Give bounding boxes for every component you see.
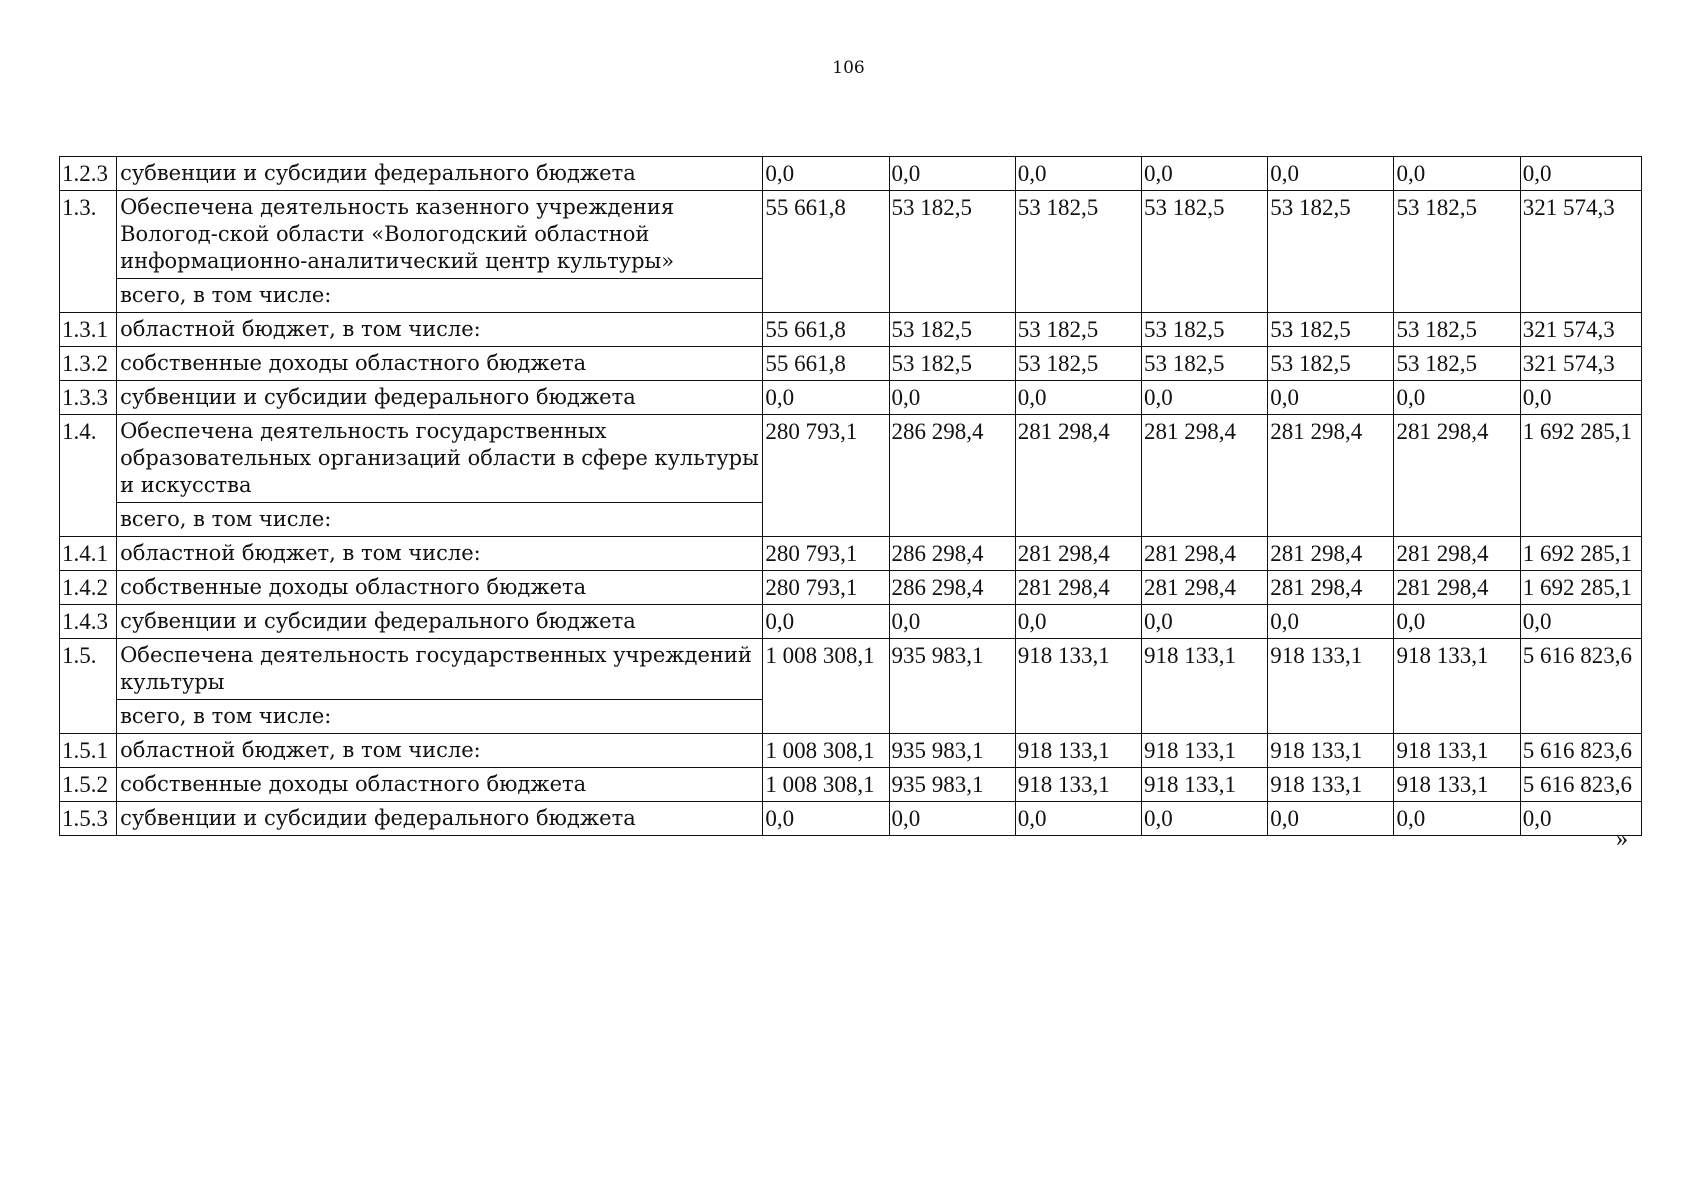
value-cell: 1 008 308,1 — [763, 768, 889, 802]
row-description: субвенции и субсидии федерального бюджета — [117, 802, 763, 836]
value-cell: 0,0 — [1015, 381, 1141, 415]
row-description: областной бюджет, в том числе: — [117, 734, 763, 768]
row-subtitle: всего, в том числе: — [117, 700, 763, 734]
value-cell: 0,0 — [1394, 381, 1520, 415]
row-description: Обеспечена деятельность казенного учреждения Вологод-ской области «Вологодский областной информационно-аналитический центр культуры» — [117, 191, 763, 279]
value-cell: 0,0 — [1394, 157, 1520, 191]
value-cell: 53 182,5 — [1015, 347, 1141, 381]
value-cell: 1 692 285,1 — [1520, 415, 1641, 537]
row-subtitle: всего, в том числе: — [117, 279, 763, 313]
table-row — [60, 639, 1642, 700]
value-cell: 281 298,4 — [1142, 571, 1268, 605]
value-cell: 0,0 — [1268, 381, 1394, 415]
value-cell: 0,0 — [1142, 802, 1268, 836]
value-cell: 918 133,1 — [1268, 639, 1394, 734]
value-cell: 281 298,4 — [1268, 537, 1394, 571]
value-cell: 321 574,3 — [1520, 347, 1641, 381]
value-cell: 918 133,1 — [1268, 768, 1394, 802]
value-cell: 0,0 — [1394, 605, 1520, 639]
value-cell: 0,0 — [1520, 802, 1641, 836]
closing-quote-mark: » — [1616, 826, 1628, 852]
row-code: 1.4.1 — [60, 537, 117, 571]
value-cell: 0,0 — [1142, 157, 1268, 191]
value-cell: 918 133,1 — [1394, 639, 1520, 734]
value-cell: 53 182,5 — [1015, 191, 1141, 313]
value-cell: 281 298,4 — [1142, 415, 1268, 537]
value-cell: 281 298,4 — [1015, 537, 1141, 571]
value-cell: 0,0 — [1520, 157, 1641, 191]
value-cell: 918 133,1 — [1015, 768, 1141, 802]
value-cell: 0,0 — [763, 605, 889, 639]
table-row — [60, 157, 1642, 191]
value-cell: 281 298,4 — [1394, 571, 1520, 605]
row-code: 1.5.1 — [60, 734, 117, 768]
value-cell: 53 182,5 — [1268, 191, 1394, 313]
table-row — [60, 734, 1642, 768]
table-row — [60, 571, 1642, 605]
value-cell: 1 008 308,1 — [763, 639, 889, 734]
row-code: 1.4.2 — [60, 571, 117, 605]
value-cell: 1 692 285,1 — [1520, 571, 1641, 605]
row-description: Обеспечена деятельность государственных образовательных организаций области в сфере культуры и искусства — [117, 415, 763, 503]
value-cell: 0,0 — [1268, 157, 1394, 191]
row-description: собственные доходы областного бюджета — [117, 347, 763, 381]
value-cell: 280 793,1 — [763, 537, 889, 571]
value-cell: 0,0 — [1015, 157, 1141, 191]
table-row — [60, 415, 1642, 503]
value-cell: 53 182,5 — [889, 191, 1015, 313]
row-code: 1.3. — [60, 191, 117, 313]
row-code: 1.3.3 — [60, 381, 117, 415]
value-cell: 0,0 — [1142, 605, 1268, 639]
value-cell: 55 661,8 — [763, 347, 889, 381]
value-cell: 0,0 — [1520, 605, 1641, 639]
value-cell: 935 983,1 — [889, 768, 1015, 802]
value-cell: 55 661,8 — [763, 191, 889, 313]
value-cell: 0,0 — [1394, 802, 1520, 836]
table-row — [60, 768, 1642, 802]
value-cell: 0,0 — [763, 157, 889, 191]
value-cell: 0,0 — [889, 381, 1015, 415]
row-description: собственные доходы областного бюджета — [117, 571, 763, 605]
row-description: собственные доходы областного бюджета — [117, 768, 763, 802]
value-cell: 53 182,5 — [1268, 347, 1394, 381]
value-cell: 53 182,5 — [1015, 313, 1141, 347]
row-description: субвенции и субсидии федерального бюджета — [117, 381, 763, 415]
value-cell: 0,0 — [1268, 605, 1394, 639]
row-code: 1.2.3 — [60, 157, 117, 191]
value-cell: 1 692 285,1 — [1520, 537, 1641, 571]
table-row — [60, 313, 1642, 347]
value-cell: 53 182,5 — [1142, 313, 1268, 347]
value-cell: 935 983,1 — [889, 734, 1015, 768]
value-cell: 918 133,1 — [1142, 734, 1268, 768]
value-cell: 0,0 — [1520, 381, 1641, 415]
value-cell: 0,0 — [1268, 802, 1394, 836]
table-row — [60, 605, 1642, 639]
value-cell: 53 182,5 — [1142, 347, 1268, 381]
table-row — [60, 537, 1642, 571]
value-cell: 281 298,4 — [1142, 537, 1268, 571]
row-code: 1.3.1 — [60, 313, 117, 347]
value-cell: 918 133,1 — [1268, 734, 1394, 768]
value-cell: 1 008 308,1 — [763, 734, 889, 768]
value-cell: 281 298,4 — [1268, 415, 1394, 537]
value-cell: 935 983,1 — [889, 639, 1015, 734]
value-cell: 53 182,5 — [1142, 191, 1268, 313]
row-description: областной бюджет, в том числе: — [117, 313, 763, 347]
table-row — [60, 381, 1642, 415]
value-cell: 280 793,1 — [763, 571, 889, 605]
budget-table — [59, 156, 1642, 836]
row-code: 1.5.2 — [60, 768, 117, 802]
value-cell: 918 133,1 — [1015, 639, 1141, 734]
value-cell: 53 182,5 — [1268, 313, 1394, 347]
value-cell: 5 616 823,6 — [1520, 734, 1641, 768]
value-cell: 0,0 — [1015, 802, 1141, 836]
row-description: областной бюджет, в том числе: — [117, 537, 763, 571]
value-cell: 5 616 823,6 — [1520, 768, 1641, 802]
value-cell: 918 133,1 — [1394, 768, 1520, 802]
value-cell: 918 133,1 — [1142, 768, 1268, 802]
value-cell: 55 661,8 — [763, 313, 889, 347]
table-row — [60, 191, 1642, 279]
value-cell: 0,0 — [889, 157, 1015, 191]
row-subtitle: всего, в том числе: — [117, 503, 763, 537]
table-row — [60, 802, 1642, 836]
table-row — [60, 347, 1642, 381]
value-cell: 0,0 — [889, 605, 1015, 639]
value-cell: 321 574,3 — [1520, 191, 1641, 313]
row-code: 1.5.3 — [60, 802, 117, 836]
value-cell: 286 298,4 — [889, 415, 1015, 537]
row-code: 1.4. — [60, 415, 117, 537]
value-cell: 0,0 — [1142, 381, 1268, 415]
page-number: 106 — [832, 58, 865, 78]
value-cell: 918 133,1 — [1394, 734, 1520, 768]
value-cell: 286 298,4 — [889, 537, 1015, 571]
row-code: 1.4.3 — [60, 605, 117, 639]
value-cell: 53 182,5 — [889, 313, 1015, 347]
row-description: Обеспечена деятельность государственных учреждений культуры — [117, 639, 763, 700]
value-cell: 281 298,4 — [1268, 571, 1394, 605]
row-description: субвенции и субсидии федерального бюджета — [117, 605, 763, 639]
value-cell: 281 298,4 — [1015, 571, 1141, 605]
value-cell: 0,0 — [763, 381, 889, 415]
value-cell: 5 616 823,6 — [1520, 639, 1641, 734]
row-description: субвенции и субсидии федерального бюджета — [117, 157, 763, 191]
value-cell: 321 574,3 — [1520, 313, 1641, 347]
value-cell: 0,0 — [889, 802, 1015, 836]
value-cell: 281 298,4 — [1394, 537, 1520, 571]
value-cell: 53 182,5 — [1394, 313, 1520, 347]
value-cell: 53 182,5 — [889, 347, 1015, 381]
value-cell: 918 133,1 — [1015, 734, 1141, 768]
value-cell: 0,0 — [1015, 605, 1141, 639]
value-cell: 280 793,1 — [763, 415, 889, 537]
value-cell: 281 298,4 — [1394, 415, 1520, 537]
value-cell: 0,0 — [763, 802, 889, 836]
value-cell: 53 182,5 — [1394, 191, 1520, 313]
row-code: 1.3.2 — [60, 347, 117, 381]
value-cell: 286 298,4 — [889, 571, 1015, 605]
value-cell: 281 298,4 — [1015, 415, 1141, 537]
row-code: 1.5. — [60, 639, 117, 734]
value-cell: 53 182,5 — [1394, 347, 1520, 381]
value-cell: 918 133,1 — [1142, 639, 1268, 734]
